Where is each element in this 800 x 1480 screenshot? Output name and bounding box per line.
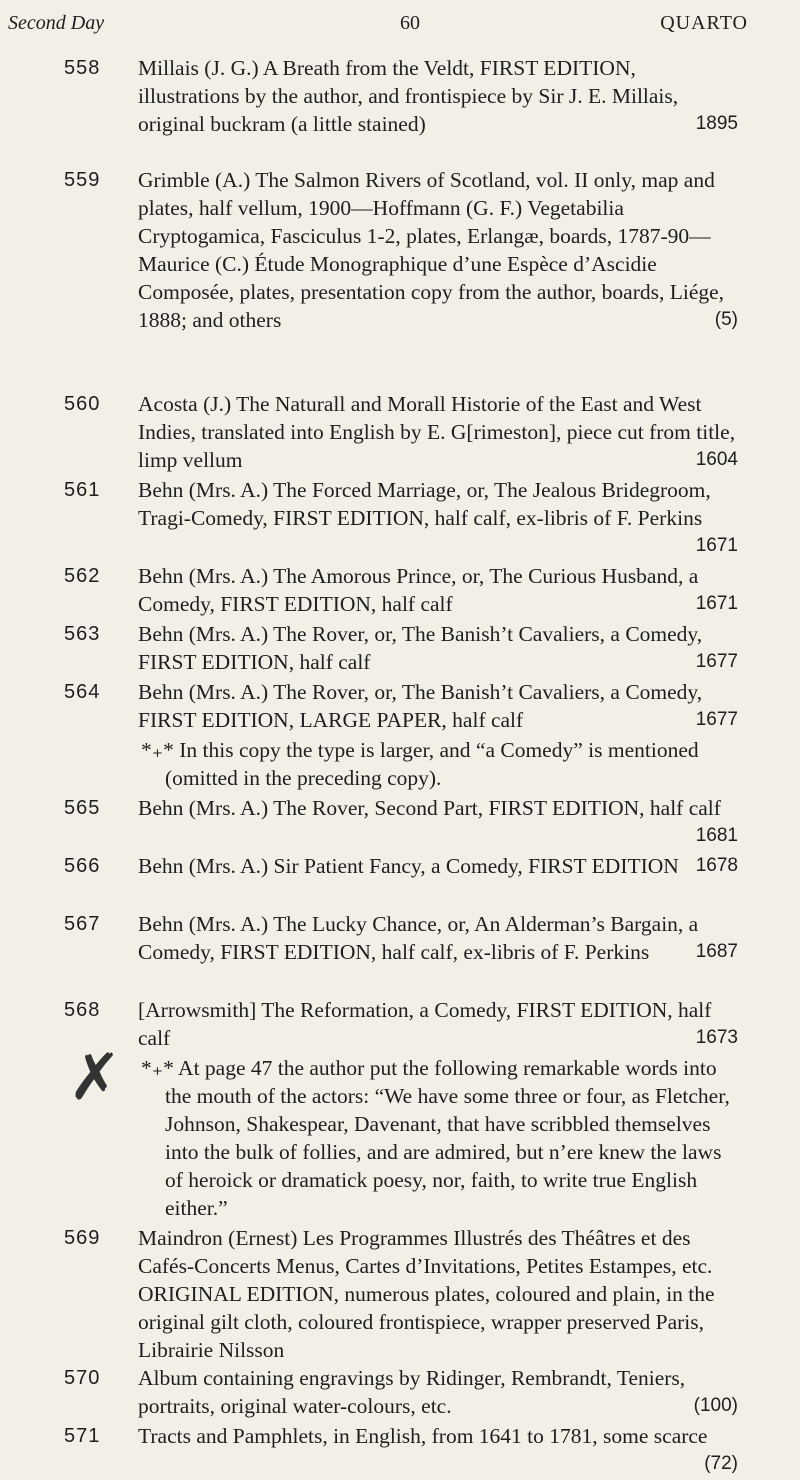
lot-description: Behn (Mrs. A.) The Rover, or, The Banish’t Cavaliers, a Comedy, FIRST EDITION, half calf [138, 622, 703, 674]
page-header [0, 6, 800, 46]
lot-date: 1895 [695, 113, 738, 134]
lot-entry [0, 910, 800, 996]
lot-entry [0, 390, 800, 476]
lot-note [0, 1041, 800, 1224]
lot-number: 567 [64, 913, 101, 935]
lot-number: 566 [64, 855, 101, 877]
catalogue-entries [0, 54, 800, 1480]
lot-number: 559 [64, 169, 101, 191]
lot-description: Behn (Mrs. A.) The Amorous Prince, or, The Curious Husband, a Comedy, FIRST EDITION, half calf [138, 564, 699, 616]
note-text: *₊* In this copy the type is larger, and “a Comedy” is mentioned (omitted in the preceding copy). [141, 738, 699, 790]
lot-entry [0, 476, 800, 562]
lot-description: Behn (Mrs. A.) Sir Patient Fancy, a Comedy, FIRST EDITION [138, 854, 679, 878]
lot-entry [0, 1224, 800, 1364]
lot-description: Maindron (Ernest) Les Programmes Illustrés des Théâtres et des Cafés-Concerts Menus, Cartes d’Invitations, Petites Estampes, etc. ORIGINAL EDITION, numerous plates, coloured and plain, in the original gilt cloth, coloured frontispiece, wrapper preserved Paris, Librairie Nilsson [138, 1226, 715, 1362]
lot-number: 565 [64, 797, 101, 819]
section-title: Second Day [8, 12, 105, 34]
lot-entry [0, 794, 800, 852]
lot-number: 558 [64, 57, 101, 79]
format-label: QUARTO [660, 12, 748, 34]
lot-description: Grimble (A.) The Salmon Rivers of Scotland, vol. II only, map and plates, half vellum, 1900—Hoffmann (G. F.) Vegetabilia Cryptogamica, Fasciculus 1-2, plates, Erlangæ, boards, 1787-90—Maurice (C.) Étude Monographique d’une Espèce d’Ascidie Composée, plates, presentation copy from the author, boards, Liége, 1888; and others [138, 168, 725, 332]
lot-description: Acosta (J.) The Naturall and Morall Historie of the East and West Indies, translated into English by E. G[rimeston], piece cut from title, limp vellum [138, 392, 736, 472]
page-number: 60 [400, 12, 420, 34]
lot-description: Tracts and Pamphlets, in English, from 1641 to 1781, some scarce [138, 1424, 708, 1448]
lot-date: 1677 [695, 651, 738, 672]
lot-date: (100) [693, 1395, 738, 1416]
lot-date: (72) [704, 1453, 738, 1474]
lot-number: 560 [64, 393, 101, 415]
lot-number: 569 [64, 1227, 101, 1249]
lot-date: 1604 [695, 449, 738, 470]
lot-date: 1671 [695, 593, 738, 614]
lot-date: 1687 [695, 941, 738, 962]
lot-description: Behn (Mrs. A.) The Forced Marriage, or, The Jealous Bridegroom, Tragi-Comedy, FIRST EDITION, half calf, ex-libris of F. Perkins [138, 478, 711, 530]
lot-date: (5) [714, 309, 738, 330]
lot-entry [0, 54, 800, 166]
lot-entry [0, 166, 800, 390]
lot-description: Millais (J. G.) A Breath from the Veldt, FIRST EDITION, illustrations by the author, and frontispiece by Sir J. E. Millais, original buckram (a little stained) [138, 56, 679, 136]
lot-date: 1671 [695, 535, 738, 556]
lot-entry [0, 620, 800, 678]
lot-number: 570 [64, 1367, 101, 1389]
lot-entry [0, 1364, 800, 1422]
lot-number: 568 [64, 999, 101, 1021]
lot-date: 1678 [695, 855, 738, 876]
lot-description: Behn (Mrs. A.) The Rover, or, The Banish’t Cavaliers, a Comedy, FIRST EDITION, LARGE PAPER, half calf [138, 680, 703, 732]
lot-entry [0, 562, 800, 620]
lot-date: 1681 [695, 825, 738, 846]
lot-date: 1673 [695, 1027, 738, 1048]
lot-description: Behn (Mrs. A.) The Lucky Chance, or, An Alderman’s Bargain, a Comedy, FIRST EDITION, half calf, ex-libris of F. Perkins [138, 912, 699, 964]
lot-note [0, 736, 800, 794]
lot-entry [0, 678, 800, 736]
lot-number: 563 [64, 623, 101, 645]
lot-entry [0, 852, 800, 910]
lot-number: 564 [64, 681, 101, 703]
lot-description: Behn (Mrs. A.) The Rover, Second Part, FIRST EDITION, half calf [138, 796, 721, 820]
lot-description: [Arrowsmith] The Reformation, a Comedy, FIRST EDITION, half calf [138, 998, 712, 1050]
lot-description: Album containing engravings by Ridinger, Rembrandt, Teniers, portraits, original water-colours, etc. [138, 1366, 686, 1418]
lot-number: 571 [64, 1425, 101, 1447]
lot-number: 561 [64, 479, 101, 501]
lot-date: 1677 [695, 709, 738, 730]
note-text: *₊* At page 47 the author put the following remarkable words into the mouth of the actors: “We have some three or four, as Fletcher, Johnson, Shakespear, Davenant, that have scribbled themselves into the bulk of follies, and are admired, but n’ere knew the laws of heroick or dramatick poesy, nor, faith, to write true English either.” [141, 1056, 730, 1220]
lot-entry [0, 1422, 800, 1480]
handwritten-mark-icon: ✗ [68, 1041, 122, 1115]
lot-number: 562 [64, 565, 101, 587]
